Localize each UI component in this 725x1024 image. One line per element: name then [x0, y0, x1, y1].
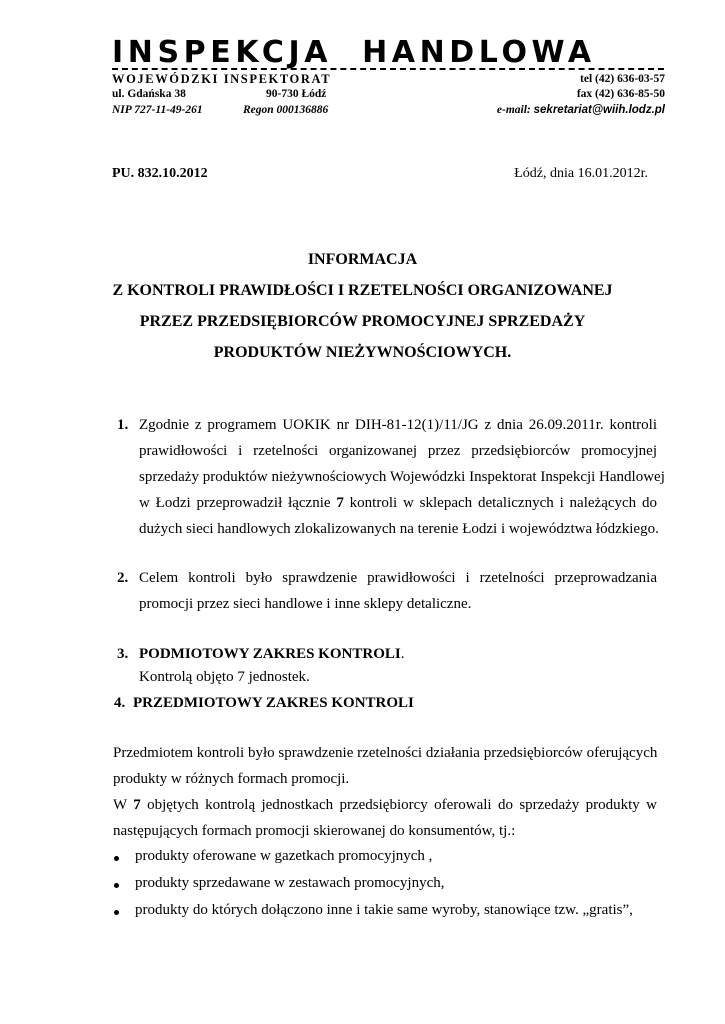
- paragraph-2-rest: objętych kontrolą jednostkach przedsiębiorcy oferowali do sprzedaży produkty w: [140, 797, 657, 813]
- brand-word-inspekcja: INSPEKCJA: [112, 35, 333, 70]
- bullet-dot-3: [114, 910, 119, 915]
- section-1-line-4: [139, 495, 657, 512]
- section-1-line-4-a: w Łodzi przeprowadził łącznie: [139, 495, 337, 511]
- section-1-line-3: sprzedaży produktów nieżywnościowych Wojewódzki Inspektorat Inspekcji Handlowej: [139, 469, 665, 485]
- email-link[interactable]: sekretariat@wiih.lodz.pl: [533, 104, 665, 116]
- section-1-line-5: dużych sieci handlowych zlokalizowanych na terenie Łodzi i województwa łódzkiego.: [139, 521, 659, 537]
- section-1-line-4-b: kontroli w sklepach detalicznych i należących do: [343, 495, 657, 511]
- section-1-line-2: prawidłowości i rzetelności organizowanej przez przedsiębiorców promocyjnej: [139, 443, 657, 459]
- section-3-number: 3.: [117, 646, 129, 662]
- section-1-number: 1.: [117, 417, 129, 433]
- section-2-number: 2.: [117, 570, 129, 586]
- title-line-4: PRODUKTÓW NIEŻYWNOŚCIOWYCH.: [213, 344, 512, 361]
- bullet-item-1: produkty oferowane w gazetkach promocyjnych ,: [135, 848, 433, 864]
- fax-number: fax (42) 636-85-50: [576, 88, 665, 100]
- bullet-dot-2: [114, 883, 119, 888]
- section-1-line-1: Zgodnie z programem UOKIK nr DIH-81-12(1)/11/JG z dnia 26.09.2011r. kontroli: [139, 417, 657, 433]
- paragraph-2-line-1: [113, 797, 657, 814]
- paragraph-2-prefix: W: [113, 797, 134, 813]
- regon-number: Regon 000136886: [243, 104, 329, 116]
- nip-number: NIP 727-11-49-261: [112, 104, 203, 116]
- section-3-heading-text: PODMIOTOWY ZAKRES KONTROLI: [139, 646, 401, 662]
- section-3-heading: [139, 646, 404, 663]
- address-city: 90-730 Łódź: [266, 88, 327, 100]
- section-1-count: 7: [336, 495, 344, 511]
- bullet-item-2: produkty sprzedawane w zestawach promocyjnych,: [135, 875, 445, 891]
- title-line-2: Z KONTROLI PRAWIDŁOŚCI I RZETELNOŚCI ORGANIZOWANEJ: [112, 282, 613, 299]
- section-3-heading-dot: .: [400, 646, 405, 662]
- title-line-3: PRZEZ PRZEDSIĘBIORCÓW PROMOCYJNEJ SPRZEDAŻY: [139, 313, 586, 330]
- section-2-line-1: Celem kontroli było sprawdzenie prawidłowości i rzetelności przeprowadzania: [139, 570, 657, 586]
- bullet-dot-1: [114, 856, 119, 861]
- place-date: Łódź, dnia 16.01.2012r.: [514, 166, 648, 181]
- section-3-text: Kontrolą objęto 7 jednostek.: [139, 669, 310, 685]
- section-4-heading: PRZEDMIOTOWY ZAKRES KONTROLI: [133, 695, 414, 711]
- paragraph-2-line-2: następujących formach promocji skierowanej do konsumentów, tj.:: [113, 823, 516, 839]
- email-label: e-mail:: [496, 104, 531, 116]
- brand-word-handlowa: HANDLOWA: [362, 35, 596, 70]
- section-2-line-2: promocji przez sieci handlowe i inne sklepy detaliczne.: [139, 596, 472, 612]
- paragraph-1-line-2: produkty w różnych formach promocji.: [113, 771, 350, 787]
- org-name: WOJEWÓDZKI INSPEKTORAT: [112, 72, 332, 86]
- brand-logo: [112, 35, 664, 70]
- address-street: ul. Gdańska 38: [112, 88, 186, 100]
- reference-number: PU. 832.10.2012: [112, 166, 208, 181]
- bullet-item-3: produkty do których dołączono inne i takie same wyroby, stanowiące tzw. „gratis”,: [135, 902, 633, 918]
- title-line-1: INFORMACJA: [307, 251, 418, 268]
- email-line: [497, 104, 665, 116]
- paragraph-2-count: 7: [133, 797, 141, 813]
- section-4-number: 4.: [114, 695, 126, 711]
- phone-number: tel (42) 636-03-57: [580, 73, 665, 85]
- paragraph-1-line-1: Przedmiotem kontroli było sprawdzenie rzetelności działania przedsiębiorców oferujących: [113, 745, 658, 761]
